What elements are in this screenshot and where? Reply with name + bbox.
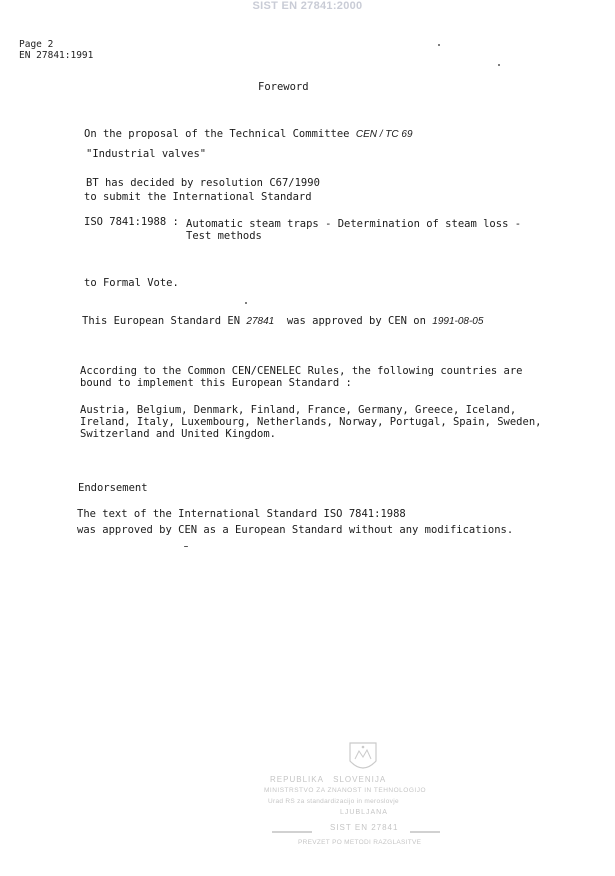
endorsement-line-2: was approved by CEN as a European Standard without any modifications. <box>77 524 514 536</box>
approval-mid: was approved by CEN on <box>286 315 426 327</box>
endorsement-prefix: The text of the International Standard ISO <box>77 508 343 520</box>
iso-title-line-2: Test methods <box>186 230 262 242</box>
approval-prefix: This European Standard <box>82 315 222 327</box>
official-stamp <box>260 735 470 855</box>
endorsement-line-1 <box>77 508 406 521</box>
countries-line-2: Ireland, Italy, Luxembourg, Netherlands, Norway, Portugal, Spain, Sweden, <box>80 416 542 428</box>
committee-handwritten: CEN / TC 69 <box>355 129 413 140</box>
endorsement-heading: Endorsement <box>78 482 148 494</box>
approval-date: 1991-08-05 <box>432 316 484 327</box>
proposal-line <box>84 128 413 141</box>
scan-speck <box>184 546 188 547</box>
watermark: SIST EN 27841:2000 <box>252 0 363 12</box>
scan-speck <box>245 302 247 304</box>
rules-line-2: bound to implement this European Standard : <box>80 377 352 389</box>
stamp-line-2: MINISTRSTVO ZA ZNANOST IN TEHNOLOGIJO <box>264 787 426 794</box>
countries-line-3: Switzerland and United Kingdom. <box>80 428 276 440</box>
approval-en-number: 27841 <box>246 316 275 327</box>
stamp-line-1: REPUBLIKA SLOVENIJA <box>270 775 387 784</box>
formal-vote-line: to Formal Vote. <box>84 277 179 289</box>
stamp-line-4: LJUBLJANA <box>340 809 388 816</box>
approval-en-prefix: EN <box>227 315 241 327</box>
stamp-line-3: Urad RS za standardizacijo in meroslovje <box>268 798 399 805</box>
document-number: EN 27841:1991 <box>19 50 94 61</box>
countries-line-1: Austria, Belgium, Denmark, Finland, France, Germany, Greece, Iceland, <box>80 404 517 416</box>
iso-reference: ISO 7841:1988 : <box>84 216 179 228</box>
bt-resolution-line: BT has decided by resolution C67/1990 <box>86 177 320 189</box>
rules-line-1: According to the Common CEN/CENELEC Rules, the following countries are <box>80 365 523 377</box>
page-title: Foreword <box>258 81 309 93</box>
submit-line: to submit the International Standard <box>84 191 312 203</box>
scan-speck <box>498 64 500 66</box>
page-number: Page 2 <box>19 39 54 50</box>
stamp-line-6: PREVZET PO METODI RAZGLASITVE <box>298 839 422 846</box>
stamp-emblem <box>260 735 470 855</box>
proposal-prefix: On the proposal of the Technical Committee <box>84 128 350 140</box>
iso-title-line-1: Automatic steam traps - Determination of steam loss - <box>186 218 522 230</box>
committee-name: "Industrial valves" <box>86 148 207 160</box>
stamp-line-5: SIST EN 27841 <box>330 823 399 832</box>
scan-speck <box>438 44 440 46</box>
endorsement-iso: 7841:1988 <box>348 508 406 520</box>
approval-line <box>82 315 483 328</box>
